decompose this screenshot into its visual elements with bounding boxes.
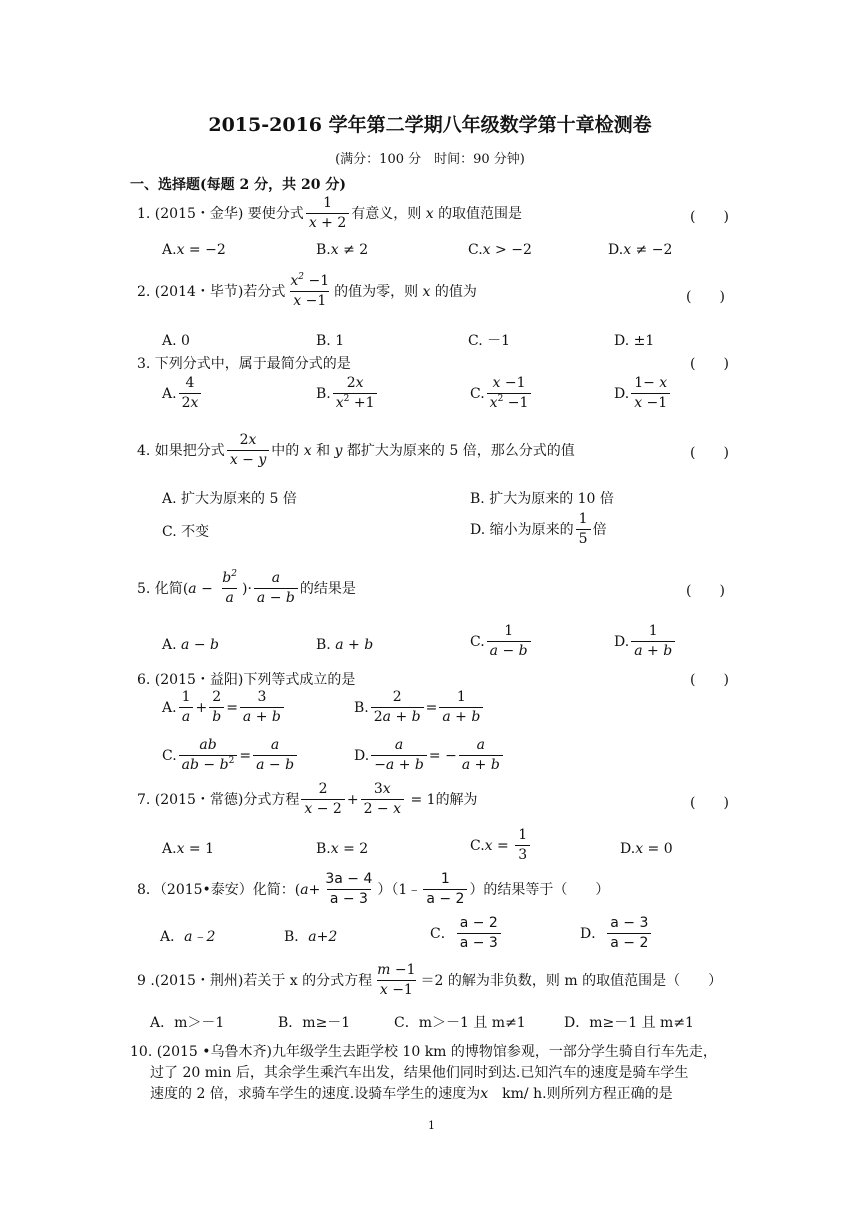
q4-option-a: A. 扩大为原来的 5 倍 [162, 491, 297, 507]
question-8-stem: 8．（2015•泰安）化简：(a+ $\frac{3a - 4}{a - 3}$ ）（1﹣ $\frac{1}{a - 2}$ ）的结果等于（ ） [137, 871, 610, 908]
q6-option-a: A. $\frac{1}{a}$ + $\frac{2}{b}$ = $\frac{3}{a + b}$ [162, 690, 286, 726]
q8-option-b: B．a+2 [284, 929, 338, 945]
q1-option-c: C.x > −2 [468, 242, 532, 258]
q3-answer-paren[interactable]: ( ) [690, 356, 729, 372]
question-5-stem: 5. 化简(a − $\frac{b^2}{a}$ )· $\frac{a}{a - b}$ 的结果是 [137, 569, 356, 607]
question-10-line-1: 10. (2015 •乌鲁木齐)九年级学生去距学校 10 km 的博物馆参观，一部分学生骑自行车先走， [130, 1044, 717, 1060]
q7-answer-paren[interactable]: ( ) [690, 795, 729, 811]
question-1-stem: 1. (2015・金华) 要使分式 $\frac{1}{x + 2}$ 有意义，则 x 的取值范围是 [137, 195, 523, 232]
q1-answer-paren[interactable]: ( ) [690, 209, 729, 225]
section-heading: 一、选择题(每题 2 分，共 20 分) [130, 177, 346, 193]
q4-option-b: B. 扩大为原来的 10 倍 [470, 491, 614, 507]
q4-option-d: D. 缩小为原来的 $\frac{1}{5}$ 倍 [470, 511, 607, 548]
q9-option-b: B．m≥－1 [278, 1015, 351, 1031]
question-9-stem: 9 .(2015・荆州)若关于 x 的分式方程 $\frac{m -1}{x -1}$ ＝2 的解为非负数，则 m 的取值范围是（ ） [137, 962, 723, 999]
q6-answer-paren[interactable]: ( ) [690, 672, 729, 688]
q8-option-c: C． $\frac{a - 2}{a - 3}$ [430, 916, 503, 952]
q1-option-a: A.x = −2 [162, 242, 226, 258]
page-number: 1 [428, 1119, 435, 1132]
question-7-stem: 7. (2015・常德)分式方程 $\frac{2}{x - 2}$ + $\frac{3x}{2 - x}$ = 1的解为 [137, 781, 478, 818]
question-3-stem: 3. 下列分式中，属于最简分式的是 [137, 356, 351, 372]
q7-option-a: A.x = 1 [162, 841, 215, 857]
q7-option-b: B.x = 2 [316, 841, 369, 857]
q5-option-b: B. a + b [316, 637, 374, 653]
q6-option-b: B. $\frac{2}{2a + b}$ = $\frac{1}{a + b}$ [354, 690, 485, 726]
q6-option-c: C. $\frac{ab}{ab - b^2}$ = $\frac{a}{a - b}$ [162, 738, 299, 774]
q2-option-c: C. －1 [468, 333, 511, 349]
q9-option-a: A．m＞－1 [150, 1015, 225, 1031]
q3-option-a: A. $\frac{4}{2x}$ [162, 376, 203, 412]
question-2-stem: 2. (2014・毕节)若分式 $\frac{x^2 -1}{x -1}$ 的值为零，则 x 的值为 [137, 272, 477, 310]
q4-answer-paren[interactable]: ( ) [690, 445, 729, 461]
page-title: 2015-2016 学年第二学期八年级数学第十章检测卷 [208, 114, 652, 136]
q6-option-d: D. $\frac{a}{-a + b}$ = − $\frac{a}{a + b}$ [354, 738, 505, 774]
q4-option-c: C. 不变 [162, 524, 210, 540]
page-subtitle: (满分：100 分 时间：90 分钟) [335, 152, 525, 167]
q1-text-b: 有意义，则 [351, 205, 422, 222]
q1-option-b: B.x ≠ 2 [316, 242, 369, 258]
question-4-stem: 4. 如果把分式 $\frac{2x}{x - y}$ 中的 x 和 y 都扩大为原来的 5 倍，那么分式的值 [137, 432, 575, 469]
q2-option-d: D. ±1 [614, 333, 655, 349]
q8-option-a: A．a﹣2 [160, 929, 216, 945]
q2-answer-paren[interactable]: ( ) [686, 289, 725, 305]
q5-option-c: C. $\frac{1}{a - b}$ [470, 624, 533, 660]
question-10-line-3: 速度的 2 倍，求骑车学生的速度.设骑车学生的速度为x km/ h.则所列方程正确的是 [150, 1086, 673, 1102]
question-6-stem: 6. (2015・益阳)下列等式成立的是 [137, 672, 356, 688]
question-10-line-2: 过了 20 min 后，其余学生乘汽车出发，结果他们同时到达.已知汽车的速度是骑车学生 [150, 1065, 689, 1081]
q9-option-c: C．m＞－1 且 m≠1 [394, 1015, 526, 1031]
q3-option-b: B. $\frac{2x}{x^2 +1}$ [316, 376, 379, 412]
q2-option-a: A. 0 [162, 333, 190, 349]
q1-text-c: 的取值范围是 [438, 205, 523, 222]
q1-fraction: $\frac{1}{x + 2}$ [306, 196, 349, 232]
q7-option-c: C.x = $\frac{1}{3}$ [470, 828, 532, 864]
q5-answer-paren[interactable]: ( ) [686, 583, 725, 599]
q3-option-c: C. $\frac{x -1}{x^2 -1}$ [470, 376, 533, 412]
q5-option-a: A. a − b [162, 637, 219, 653]
q3-option-d: D. $\frac{1- x}{x -1}$ [614, 376, 672, 412]
q5-option-d: D. $\frac{1}{a + b}$ [614, 624, 677, 660]
q2-fraction: $\frac{x^2 -1}{x -1}$ [290, 272, 330, 310]
q7-option-d: D.x = 0 [620, 841, 673, 857]
q8-option-d: D． $\frac{a - 3}{a - 2}$ [580, 916, 653, 952]
q1-option-d: D.x ≠ −2 [608, 242, 673, 258]
q1-text-a: 1. (2015・金华) 要使分式 [137, 205, 304, 222]
q9-option-d: D．m≥－1 且 m≠1 [564, 1015, 694, 1031]
q2-option-b: B. 1 [316, 333, 345, 349]
